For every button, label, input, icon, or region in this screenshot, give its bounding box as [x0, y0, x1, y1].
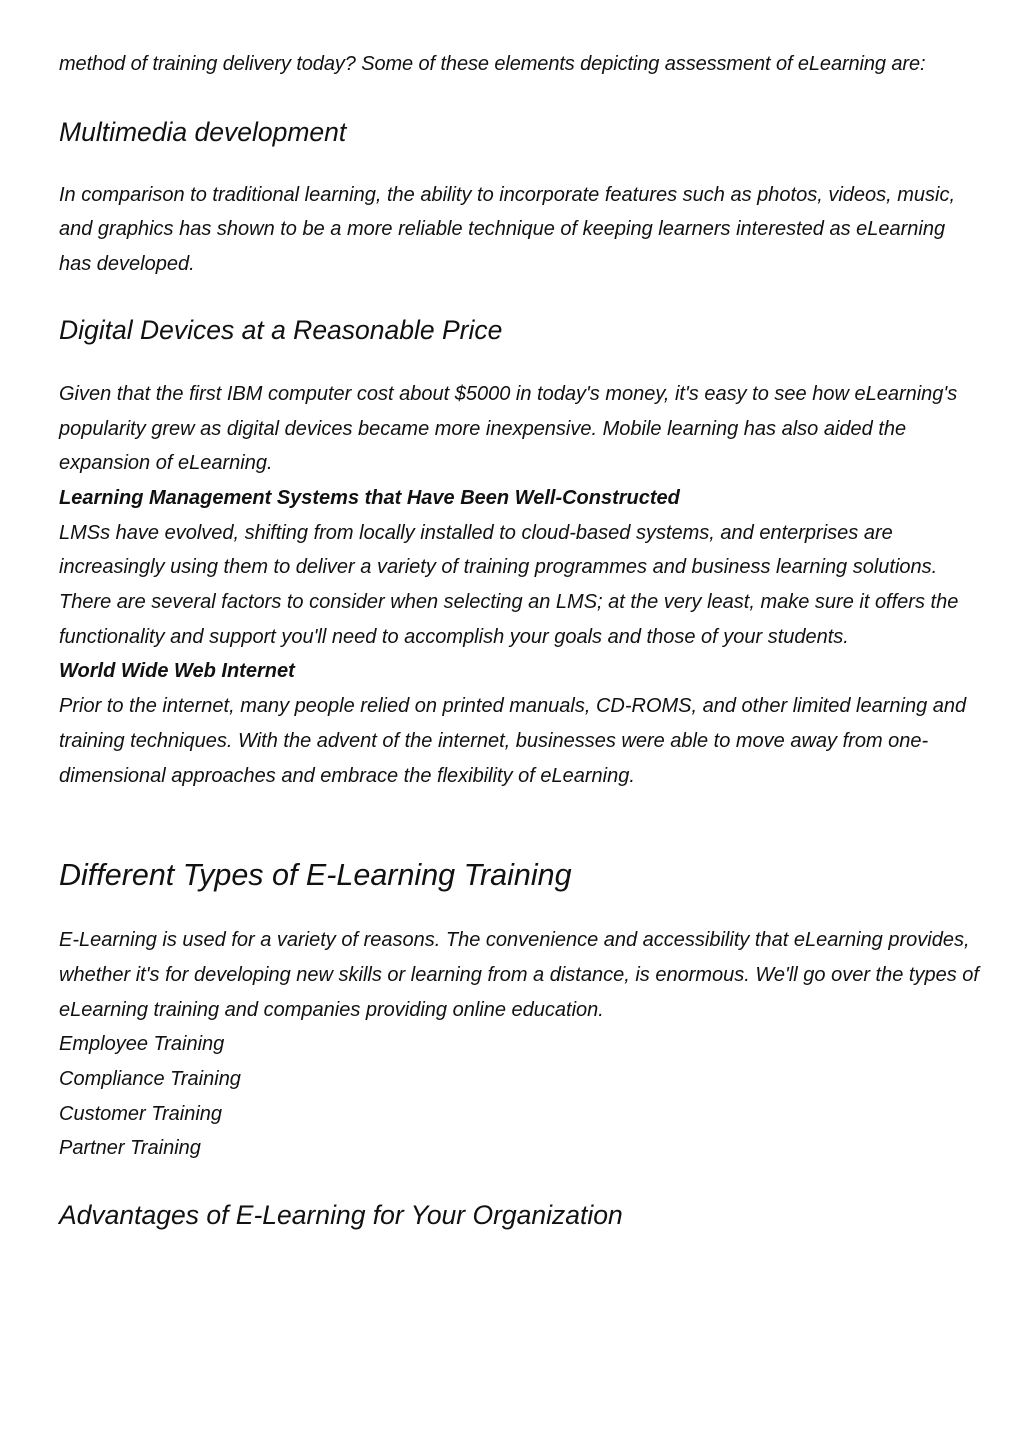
- multimedia-paragraph: In comparison to traditional learning, the ability to incorporate features such as photos, videos, music, and graphics has shown to be a more reliable technique of keeping learners interested as eLearning has developed.: [59, 183, 956, 276]
- list-item: Partner Training: [59, 1137, 201, 1160]
- intro-paragraph: method of training delivery today? Some of these elements depicting assessment of eLearning are:: [59, 53, 926, 75]
- document-page: [59, 47, 979, 1231]
- advantages-heading: Advantages of E-Learning for Your Organization: [59, 1200, 623, 1231]
- devices-paragraph: Given that the first IBM computer cost about $5000 in today's money, it's easy to see how eLearning's popularity grew as digital devices became more inexpensive. Mobile learning has also aided the expansion of eLearning.: [59, 382, 958, 475]
- training-types-list: [59, 1027, 979, 1166]
- www-heading: World Wide Web Internet: [59, 660, 295, 683]
- list-item: Compliance Training: [59, 1068, 241, 1091]
- list-item: Customer Training: [59, 1102, 223, 1125]
- lms-paragraph: LMSs have evolved, shifting from locally installed to cloud-based systems, and enterprises are increasingly using them to deliver a variety of training programmes and business learning solutions. There are several factors to consider when selecting an LMS; at the very least, make sure it offers the functionality and support you'll need to accomplish your goals and those of your students.: [59, 521, 959, 648]
- multimedia-heading: Multimedia development: [59, 116, 347, 147]
- www-paragraph: Prior to the internet, many people relied on printed manuals, CD-ROMS, and other limited learning and training techniques. With the advent of the internet, businesses were able to move away from one-dimensional approaches and embrace the flexibility of eLearning.: [59, 695, 967, 787]
- lms-heading: Learning Management Systems that Have Been Well-Constructed: [59, 486, 680, 509]
- types-heading: Different Types of E-Learning Training: [59, 858, 572, 893]
- list-item: Employee Training: [59, 1033, 225, 1056]
- devices-heading: Digital Devices at a Reasonable Price: [59, 314, 503, 345]
- types-paragraph: E-Learning is used for a variety of reasons. The convenience and accessibility that eLearning provides, whether it's for developing new skills or learning from a distance, is enormous. We'll go over the types of eLearning training and companies providing online education.: [59, 929, 979, 1021]
